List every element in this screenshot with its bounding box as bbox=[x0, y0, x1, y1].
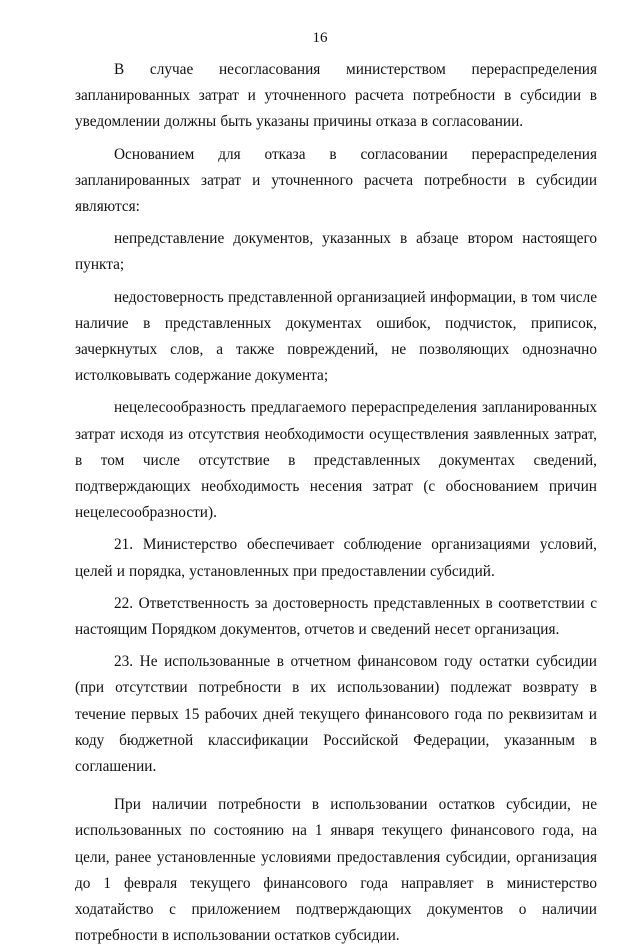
paragraph-inexpediency: нецелесообразность предлагаемого перераспределения запланированных затрат исходя из отсутствия необходимости осуществления заявленных затрат, в том числе отсутствие в представленных документах сведений, подтверждающих необходимость несения затрат (с обоснованием причин нецелесообразности). bbox=[75, 399, 597, 522]
paragraph-clause-22: 22. Ответственность за достоверность представленных в соответствии с настоящим Порядком документов, отчетов и сведений несет организация. bbox=[75, 594, 597, 639]
paragraph-remaining-funds: При наличии потребности в использовании остатков субсидии, не использованных по состоянию на 1 января текущего финансового года, на цели, ранее установленные условиями предоставления субсидии, организация до 1 февраля текущего финансового года направляет в министерство ходатайство с приложением подтверждающих документов о наличии потребности в использовании остатков субсидии. bbox=[75, 796, 597, 945]
paragraph-refusal-notice: В случае несогласования министерством перераспределения запланированных затрат и уточненного расчета потребности в субсидии в уведомлении должны быть указаны причины отказа в согласовании. bbox=[75, 61, 597, 131]
paragraph-clause-21: 21. Министерство обеспечивает соблюдение организациями условий, целей и порядка, установленных при предоставлении субсидий. bbox=[75, 536, 597, 580]
document-body bbox=[75, 57, 597, 950]
page-number: 16 bbox=[312, 30, 328, 46]
paragraph-clause-23: 23. Не использованные в отчетном финансовом году остатки субсидии (при отсутствии потребности в их использовании) подлежат возврату в течение первых 15 рабочих дней текущего финансового года по реквизитам и коду бюджетной классификации Российской Федерации, указанным в соглашении. bbox=[75, 653, 597, 776]
paragraph-non-submission: непредставление документов, указанных в абзаце втором настоящего пункта; bbox=[75, 230, 597, 274]
paragraph-refusal-grounds: Основанием для отказа в согласовании перераспределения запланированных затрат и уточненного расчета потребности в субсидии являются: bbox=[75, 145, 597, 216]
paragraph-unreliable-info: недостоверность представленной организацией информации, в том числе наличие в представленных документах ошибок, подчисток, приписок, зачеркнутых слов, а также повреждений, не позволяющих однозначно истолковывать содержание документа; bbox=[75, 288, 597, 385]
